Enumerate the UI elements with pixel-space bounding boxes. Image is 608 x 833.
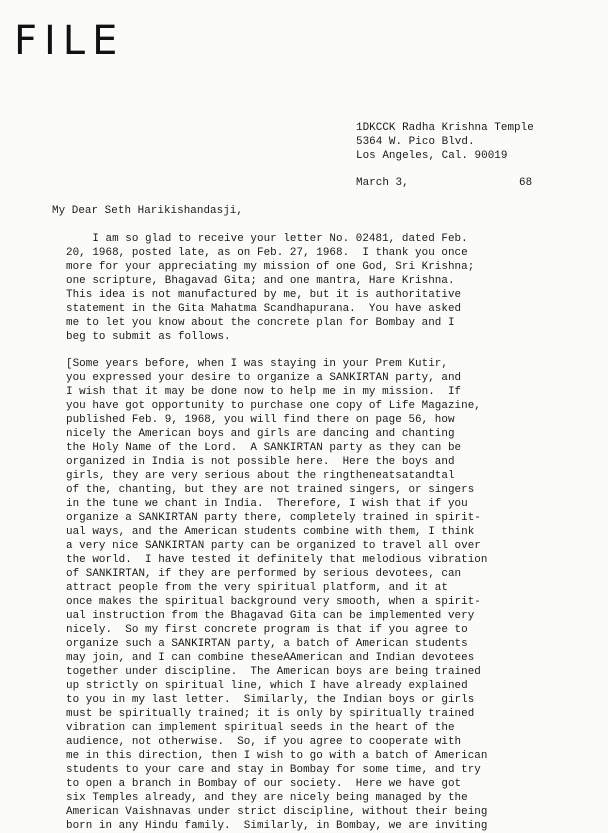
salutation: My Dear Seth Harikishandasji, — [52, 205, 243, 217]
paragraph-line: I wish that it may be done now to help me in my mission. If — [66, 386, 462, 398]
paragraph-line: born in any Hindu family. Similarly, in Bombay, we are inviting — [66, 820, 488, 832]
paragraph-line: beg to submit as follows. — [66, 331, 231, 343]
paragraph-line: you have got opportunity to purchase one copy of Life Magazine, — [66, 400, 481, 412]
paragraph-line: organize a SANKIRTAN party there, completely trained in spirit- — [66, 512, 481, 524]
paragraph-line: me in this direction, then I wish to go with a batch of American — [66, 750, 488, 762]
paragraph-line: 20, 1968, posted late, as on Feb. 27, 1968. I thank you once — [66, 247, 468, 259]
paragraph-line: once makes the spiritual background very smooth, when a spirit- — [66, 596, 481, 608]
paragraph-line: nicely. So my first concrete program is that if you agree to — [66, 624, 468, 636]
paragraph-line: published Feb. 9, 1968, you will find there on page 56, how — [66, 414, 455, 426]
paragraph-line: in the tune we chant in India. Therefore, I wish that if you — [66, 498, 468, 510]
paragraph-line: [Some years before, when I was staying in your Prem Kutir, — [66, 358, 448, 370]
paragraph-line: vibration can implement spiritual seeds in the heart of the — [66, 722, 455, 734]
letter-date: March 3, — [356, 177, 409, 189]
paragraph-line: ual ways, and the American students combine with them, I think — [66, 526, 475, 538]
paragraph-line: the Holy Name of the Lord. A SANKIRTAN party as they can be — [66, 442, 462, 454]
paragraph-line: must be spiritually trained; it is only by spiritually trained — [66, 708, 475, 720]
paragraph-line: the world. I have tested it definitely that melodious vibration — [66, 554, 488, 566]
paragraph-line: of the, chanting, but they are not trained singers, or singers — [66, 484, 475, 496]
paragraph-line: to you in my last letter. Similarly, the Indian boys or girls — [66, 694, 475, 706]
paragraph-line: me to let you know about the concrete plan for Bombay and I — [66, 317, 455, 329]
paragraph-line: attract people from the very spiritual platform, and it at — [66, 582, 448, 594]
address-line: 1DKCCK Radha Krishna Temple — [356, 122, 534, 134]
file-stamp: FILE — [14, 18, 125, 64]
paragraph-line: more for your appreciating my mission of one God, Sri Krishna; — [66, 261, 475, 273]
address-line: Los Angeles, Cal. 90019 — [356, 150, 508, 162]
letter-year: 68 — [519, 177, 533, 189]
paragraph-line: one scripture, Bhagavad Gita; and one mantra, Hare Krishna. — [66, 275, 455, 287]
paragraph-line: together under discipline. The American boys are being trained — [66, 666, 481, 678]
paragraph-line: organized in India is not possible here. Here the boys and — [66, 456, 455, 468]
paragraph-line: to open a branch in Bombay of our society. Here we have got — [66, 778, 462, 790]
paragraph-line: girls, they are very serious about the ringtheneatsatandtal — [66, 470, 455, 482]
paragraph-line: I am so glad to receive your letter No. 02481, dated Feb. — [66, 233, 468, 245]
paragraph-line: American Vaishnavas under strict discipline, without their being — [66, 806, 488, 818]
paragraph-line: may join, and I can combine theseAAmerican and Indian devotees — [66, 652, 475, 664]
paragraph-line: of SANKIRTAN, if they are performed by serious devotees, can — [66, 568, 462, 580]
paragraph-line: organize such a SANKIRTAN party, a batch of American students — [66, 638, 468, 650]
paragraph-line: up strictly on spiritual line, which I have already explained — [66, 680, 468, 692]
paragraph-line: you expressed your desire to organize a SANKIRTAN party, and — [66, 372, 462, 384]
paragraph-line: a very nice SANKIRTAN party can be organized to travel all over — [66, 540, 481, 552]
address-line: 5364 W. Pico Blvd. — [356, 136, 475, 148]
paragraph-line: audience, not otherwise. So, if you agree to cooperate with — [66, 736, 462, 748]
paragraph-line: statement in the Gita Mahatma Scandhapurana. You have asked — [66, 303, 462, 315]
paragraph-line: students to your care and stay in Bombay for some time, and try — [66, 764, 481, 776]
paragraph-line: ual instruction from the Bhagavad Gita can be implemented very — [66, 610, 475, 622]
paragraph-line: nicely the American boys and girls are dancing and chanting — [66, 428, 455, 440]
paragraph-line: six Temples already, and they are nicely being managed by the — [66, 792, 468, 804]
paragraph-line: This idea is not manufactured by me, but it is authoritative — [66, 289, 462, 301]
